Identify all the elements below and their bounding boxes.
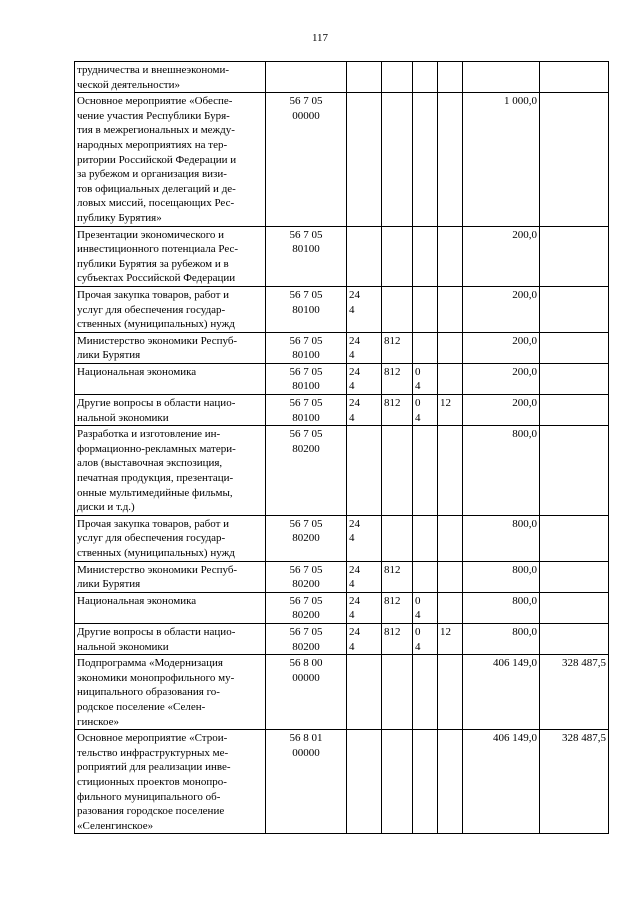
cell-expense-type	[347, 655, 382, 730]
cell-subsection	[438, 226, 463, 286]
table-row	[75, 730, 609, 834]
cell-expense-type: 24 4	[347, 395, 382, 426]
cell-budget-admin	[382, 226, 413, 286]
cell-target-article: 56 7 05 80100	[266, 332, 347, 363]
cell-target-article: 56 7 05 80200	[266, 623, 347, 654]
cell-name: Министерство экономики Респуб- лики Бурятия	[75, 332, 266, 363]
cell-target-article: 56 8 01 00000	[266, 730, 347, 834]
cell-amount-2: 328 487,5	[540, 730, 609, 834]
table-row	[75, 395, 609, 426]
cell-amount-2	[540, 623, 609, 654]
cell-budget-admin: 812	[382, 395, 413, 426]
table-row	[75, 332, 609, 363]
cell-section	[413, 730, 438, 834]
cell-section	[413, 515, 438, 561]
cell-name: Разработка и изготовление ин- формационно-рекламных матери- алов (выставочная экспозиция, печатная продукция, презентаци- онные мультимедийные фильмы, диски и т.д.)	[75, 426, 266, 516]
table-row	[75, 62, 609, 93]
cell-expense-type: 24 4	[347, 363, 382, 394]
table-row	[75, 623, 609, 654]
cell-amount-2	[540, 426, 609, 516]
cell-amount-2	[540, 286, 609, 332]
cell-budget-admin	[382, 426, 413, 516]
cell-amount-1: 200,0	[463, 363, 540, 394]
cell-amount-2	[540, 93, 609, 226]
cell-subsection	[438, 363, 463, 394]
cell-name: Национальная экономика	[75, 592, 266, 623]
cell-name: Другие вопросы в области нацио- нальной экономики	[75, 395, 266, 426]
cell-target-article: 56 7 05 80100	[266, 286, 347, 332]
cell-subsection	[438, 62, 463, 93]
cell-amount-2	[540, 363, 609, 394]
cell-subsection	[438, 286, 463, 332]
cell-budget-admin: 812	[382, 363, 413, 394]
cell-section: 0 4	[413, 623, 438, 654]
cell-name: Другие вопросы в области нацио- нальной экономики	[75, 623, 266, 654]
cell-expense-type	[347, 93, 382, 226]
cell-amount-2	[540, 332, 609, 363]
cell-name: Основное мероприятие «Строи- тельство инфраструктурных ме- роприятий для реализации инве- стиционных проектов монопро- фильного муниципального об- разования городское поселение «Селенгинское»	[75, 730, 266, 834]
cell-name: Подпрограмма «Модернизация экономики монопрофильного му- ниципального образования го- родское поселение «Селен- гинское»	[75, 655, 266, 730]
cell-section: 0 4	[413, 363, 438, 394]
table-row	[75, 561, 609, 592]
cell-target-article: 56 7 05 80100	[266, 395, 347, 426]
cell-subsection	[438, 332, 463, 363]
cell-expense-type: 24 4	[347, 332, 382, 363]
cell-target-article: 56 7 05 80100	[266, 363, 347, 394]
cell-expense-type: 24 4	[347, 592, 382, 623]
cell-target-article: 56 7 05 00000	[266, 93, 347, 226]
cell-expense-type: 24 4	[347, 515, 382, 561]
cell-budget-admin	[382, 286, 413, 332]
cell-amount-1: 200,0	[463, 332, 540, 363]
cell-amount-1: 800,0	[463, 561, 540, 592]
cell-section	[413, 286, 438, 332]
cell-target-article: 56 7 05 80200	[266, 426, 347, 516]
cell-amount-1: 200,0	[463, 226, 540, 286]
cell-subsection	[438, 730, 463, 834]
cell-name: трудничества и внешнеэкономи- ческой деятельности»	[75, 62, 266, 93]
table-row	[75, 592, 609, 623]
cell-target-article: 56 7 05 80200	[266, 592, 347, 623]
cell-name: Прочая закупка товаров, работ и услуг для обеспечения государ- ственных (муниципальных) нужд	[75, 515, 266, 561]
cell-subsection: 12	[438, 623, 463, 654]
cell-subsection	[438, 561, 463, 592]
cell-section	[413, 62, 438, 93]
cell-amount-1: 406 149,0	[463, 730, 540, 834]
cell-expense-type: 24 4	[347, 623, 382, 654]
cell-target-article: 56 7 05 80100	[266, 226, 347, 286]
cell-budget-admin	[382, 515, 413, 561]
cell-name: Основное мероприятие «Обеспе- чение участия Республики Буря- тия в межрегиональных и между- народных мероприятиях на тер- ритории Российской Федерации и за рубежом и организация визи- тов официальных делегаций и де- ловых миссий, посещающих Рес- публику Бурятия»	[75, 93, 266, 226]
page-number: 117	[311, 32, 329, 44]
table-row	[75, 226, 609, 286]
table-row	[75, 426, 609, 516]
cell-subsection	[438, 592, 463, 623]
cell-amount-2	[540, 592, 609, 623]
cell-amount-1: 200,0	[463, 286, 540, 332]
cell-budget-admin	[382, 62, 413, 93]
cell-name: Прочая закупка товаров, работ и услуг для обеспечения государ- ственных (муниципальных) нужд	[75, 286, 266, 332]
cell-name: Национальная экономика	[75, 363, 266, 394]
cell-section	[413, 561, 438, 592]
cell-expense-type: 24 4	[347, 561, 382, 592]
cell-amount-2	[540, 515, 609, 561]
cell-target-article: 56 8 00 00000	[266, 655, 347, 730]
cell-expense-type: 24 4	[347, 286, 382, 332]
budget-table	[74, 61, 609, 834]
cell-section: 0 4	[413, 592, 438, 623]
cell-name: Презентации экономического и инвестиционного потенциала Рес- публики Бурятия за рубежом и в субъектах Российской Федерации	[75, 226, 266, 286]
cell-amount-1: 800,0	[463, 426, 540, 516]
cell-amount-1: 800,0	[463, 623, 540, 654]
cell-section	[413, 93, 438, 226]
cell-budget-admin: 812	[382, 332, 413, 363]
cell-subsection	[438, 655, 463, 730]
cell-subsection	[438, 515, 463, 561]
cell-budget-admin: 812	[382, 623, 413, 654]
cell-amount-1: 406 149,0	[463, 655, 540, 730]
cell-amount-1	[463, 62, 540, 93]
cell-budget-admin: 812	[382, 561, 413, 592]
cell-expense-type	[347, 730, 382, 834]
cell-expense-type	[347, 62, 382, 93]
cell-subsection	[438, 426, 463, 516]
cell-budget-admin	[382, 93, 413, 226]
cell-section	[413, 226, 438, 286]
cell-amount-2	[540, 226, 609, 286]
table-row	[75, 286, 609, 332]
cell-budget-admin	[382, 730, 413, 834]
cell-subsection: 12	[438, 395, 463, 426]
cell-subsection	[438, 93, 463, 226]
table-row	[75, 515, 609, 561]
cell-name: Министерство экономики Респуб- лики Бурятия	[75, 561, 266, 592]
cell-target-article: 56 7 05 80200	[266, 515, 347, 561]
cell-target-article	[266, 62, 347, 93]
cell-amount-1: 1 000,0	[463, 93, 540, 226]
cell-amount-1: 800,0	[463, 592, 540, 623]
cell-section	[413, 332, 438, 363]
cell-target-article: 56 7 05 80200	[266, 561, 347, 592]
cell-amount-2	[540, 395, 609, 426]
cell-amount-2	[540, 561, 609, 592]
cell-section	[413, 655, 438, 730]
cell-section	[413, 426, 438, 516]
cell-amount-1: 800,0	[463, 515, 540, 561]
cell-budget-admin	[382, 655, 413, 730]
table-row	[75, 363, 609, 394]
cell-expense-type	[347, 426, 382, 516]
cell-amount-1: 200,0	[463, 395, 540, 426]
cell-expense-type	[347, 226, 382, 286]
cell-budget-admin: 812	[382, 592, 413, 623]
table-row	[75, 655, 609, 730]
table-row	[75, 93, 609, 226]
cell-section: 0 4	[413, 395, 438, 426]
cell-amount-2	[540, 62, 609, 93]
cell-amount-2: 328 487,5	[540, 655, 609, 730]
